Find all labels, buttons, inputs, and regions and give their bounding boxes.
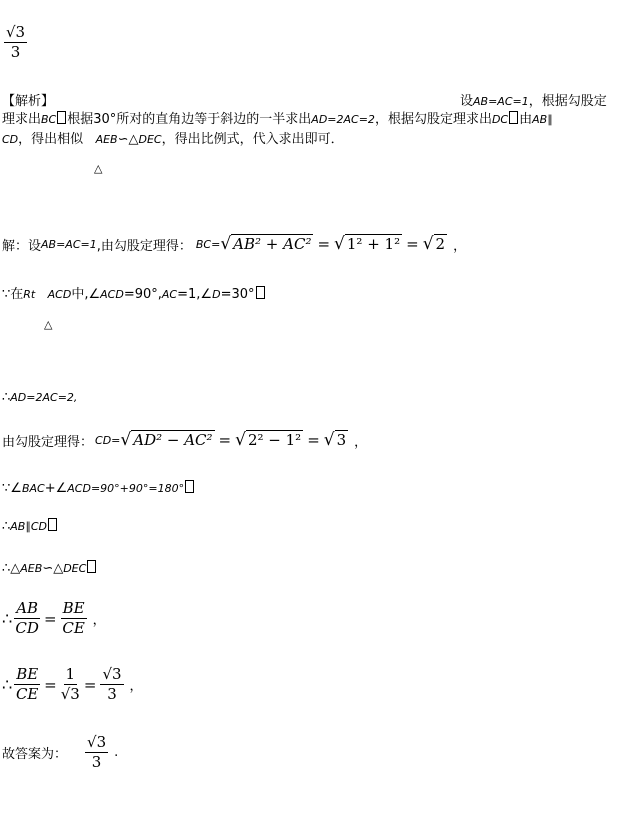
solution-var: BC= xyxy=(195,237,221,251)
solution-line-parallel xyxy=(2,518,58,534)
solution-line-bc xyxy=(2,234,466,254)
fraction-1-sqrt3 xyxy=(61,666,80,703)
solution-var: Rt xyxy=(23,288,36,301)
ratio-line-2 xyxy=(2,666,143,703)
radicand: 3 xyxy=(336,431,347,449)
comma: ， xyxy=(92,613,106,628)
analysis-var: AD=2AC=2 xyxy=(311,113,375,126)
numerator: 1 xyxy=(65,665,76,683)
solution-var: BAC xyxy=(21,482,45,495)
top-answer-fraction xyxy=(4,24,27,61)
equals-sign: = xyxy=(218,431,232,449)
sqrt-ad-ac: √ AD² − AC² xyxy=(120,430,213,450)
radicand: AB² + AC² xyxy=(233,235,312,253)
analysis-heading: 【解析】 xyxy=(2,94,55,109)
radicand: AD² − AC² xyxy=(133,431,213,449)
analysis-text: ∽△ xyxy=(117,132,139,147)
solution-line-similar xyxy=(2,560,97,576)
missing-glyph-box xyxy=(509,111,518,124)
fraction-be-ce xyxy=(61,600,87,637)
analysis-text: 由 xyxy=(519,112,533,127)
fraction-sqrt3-3 xyxy=(100,666,123,703)
equals-sign: = xyxy=(83,675,97,694)
analysis-text: ，得出相似 xyxy=(18,132,84,147)
answer-label: 故答案为： xyxy=(2,747,68,762)
therefore-symbol: ∴ xyxy=(2,609,13,628)
solution-line-rt xyxy=(2,283,266,302)
solution-var: ACD xyxy=(67,482,91,495)
solution-var: AB=AC=1 xyxy=(41,237,97,251)
solution-var: ACD xyxy=(47,288,72,301)
therefore-symbol: ∴ xyxy=(2,675,13,694)
analysis-line-2 xyxy=(2,108,553,127)
answer-line xyxy=(2,734,118,771)
solution-text: =30° xyxy=(220,287,255,302)
sqrt-3: √ 3 xyxy=(323,430,347,450)
solution-text: 中,∠ xyxy=(71,287,101,302)
missing-glyph-box xyxy=(57,111,66,124)
missing-glyph-box xyxy=(87,560,96,573)
solution-var: AD xyxy=(10,391,27,404)
solution-line-cd xyxy=(2,430,367,450)
solution-text: ∴△ xyxy=(2,561,21,576)
period: . xyxy=(114,745,119,760)
analysis-line-3 xyxy=(2,128,344,147)
solution-text: =2 xyxy=(26,391,43,404)
denominator: 3 xyxy=(91,753,102,771)
missing-glyph-box xyxy=(48,518,57,531)
numerator: BE xyxy=(62,599,85,617)
sqrt-2-1: √ 2² − 1² xyxy=(235,430,302,450)
solution-var: ACD xyxy=(100,288,124,301)
solution-text: +∠ xyxy=(44,481,68,496)
denominator: CE xyxy=(15,685,39,703)
ratio-line-1 xyxy=(2,600,106,637)
denominator: √3 xyxy=(60,685,80,703)
comma: ， xyxy=(354,434,368,450)
solution-text: 由勾股定理得： xyxy=(2,434,94,450)
solution-var: CD xyxy=(30,520,48,533)
sqrt-ab-ac: √ AB² + AC² xyxy=(220,234,312,254)
analysis-var: CD xyxy=(2,133,19,146)
solution-var: AC xyxy=(42,391,58,404)
solution-text: ,由勾股定理得： xyxy=(96,238,192,254)
equals-sign: = xyxy=(317,235,331,253)
numerator: BE xyxy=(16,665,39,683)
denominator: 3 xyxy=(107,685,117,703)
radicand: 2 xyxy=(435,235,446,253)
solution-var: AEB xyxy=(20,562,43,575)
solution-var: D xyxy=(212,288,221,301)
solution-line-angles xyxy=(2,480,195,496)
denominator: CE xyxy=(62,619,85,637)
missing-glyph-box xyxy=(185,480,194,493)
top-answer-numerator: √3 xyxy=(6,23,26,41)
solution-text: ∽△ xyxy=(42,561,64,576)
comma: ， xyxy=(453,238,467,254)
numerator: AB xyxy=(16,599,39,617)
denominator: CD xyxy=(15,619,39,637)
comma: ， xyxy=(129,679,143,694)
analysis-text: 根据30°所对的直角边等于斜边的一半求出 xyxy=(67,112,312,127)
triangle-symbol: △ xyxy=(94,162,103,175)
solution-text: ∴ xyxy=(2,519,11,534)
analysis-var: AB=AC=1 xyxy=(473,95,529,108)
answer-fraction xyxy=(85,734,108,771)
sqrt-1-1: √ 1² + 1² xyxy=(334,234,401,254)
radicand: 1² + 1² xyxy=(346,235,401,253)
analysis-var: DEC xyxy=(138,133,162,146)
equals-sign: = xyxy=(307,431,320,449)
solution-text: =1,∠ xyxy=(177,287,213,302)
solution-var: AC xyxy=(161,288,178,301)
missing-glyph-box xyxy=(256,286,265,299)
solution-var: AB xyxy=(10,520,26,533)
analysis-text: ，得出比例式，代入求出即可． xyxy=(161,132,344,147)
analysis-line-1 xyxy=(460,90,607,109)
equals-sign: = xyxy=(44,609,57,628)
numerator: √3 xyxy=(87,733,107,751)
sqrt-2: √ 2 xyxy=(422,234,446,254)
solution-text: =90°, xyxy=(123,287,162,302)
radicand: 2² − 1² xyxy=(247,431,302,449)
analysis-var: DC xyxy=(491,113,509,126)
equals-sign: = xyxy=(44,675,57,694)
analysis-var: AB∥ xyxy=(532,113,553,126)
solution-text: ∥ xyxy=(25,520,31,533)
analysis-var: AEB xyxy=(95,133,118,146)
analysis-var: BC xyxy=(41,113,57,126)
analysis-text: 理求出 xyxy=(2,112,42,127)
equals-sign: = xyxy=(406,235,419,253)
triangle-symbol: △ xyxy=(44,318,53,331)
analysis-text: ，根据勾股定理求出 xyxy=(374,112,492,127)
solution-var: CD= xyxy=(95,433,121,447)
analysis-text: ，根据勾股定 xyxy=(528,94,607,109)
fraction-ab-cd xyxy=(14,600,40,637)
solution-var: DEC xyxy=(63,562,87,575)
solution-text: =90°+90°=180° xyxy=(90,482,185,495)
solution-text: ∴ xyxy=(2,390,11,405)
analysis-text: 设 xyxy=(460,94,474,109)
top-answer-denominator: 3 xyxy=(10,43,21,61)
numerator: √3 xyxy=(102,665,122,683)
solution-text: =2, xyxy=(57,391,78,404)
solution-line-ad xyxy=(2,390,77,405)
solution-text: 解：设 xyxy=(2,238,42,254)
solution-text: ∵在 xyxy=(2,287,24,302)
solution-text: ∵∠ xyxy=(2,481,22,496)
fraction-be-ce xyxy=(14,666,40,703)
